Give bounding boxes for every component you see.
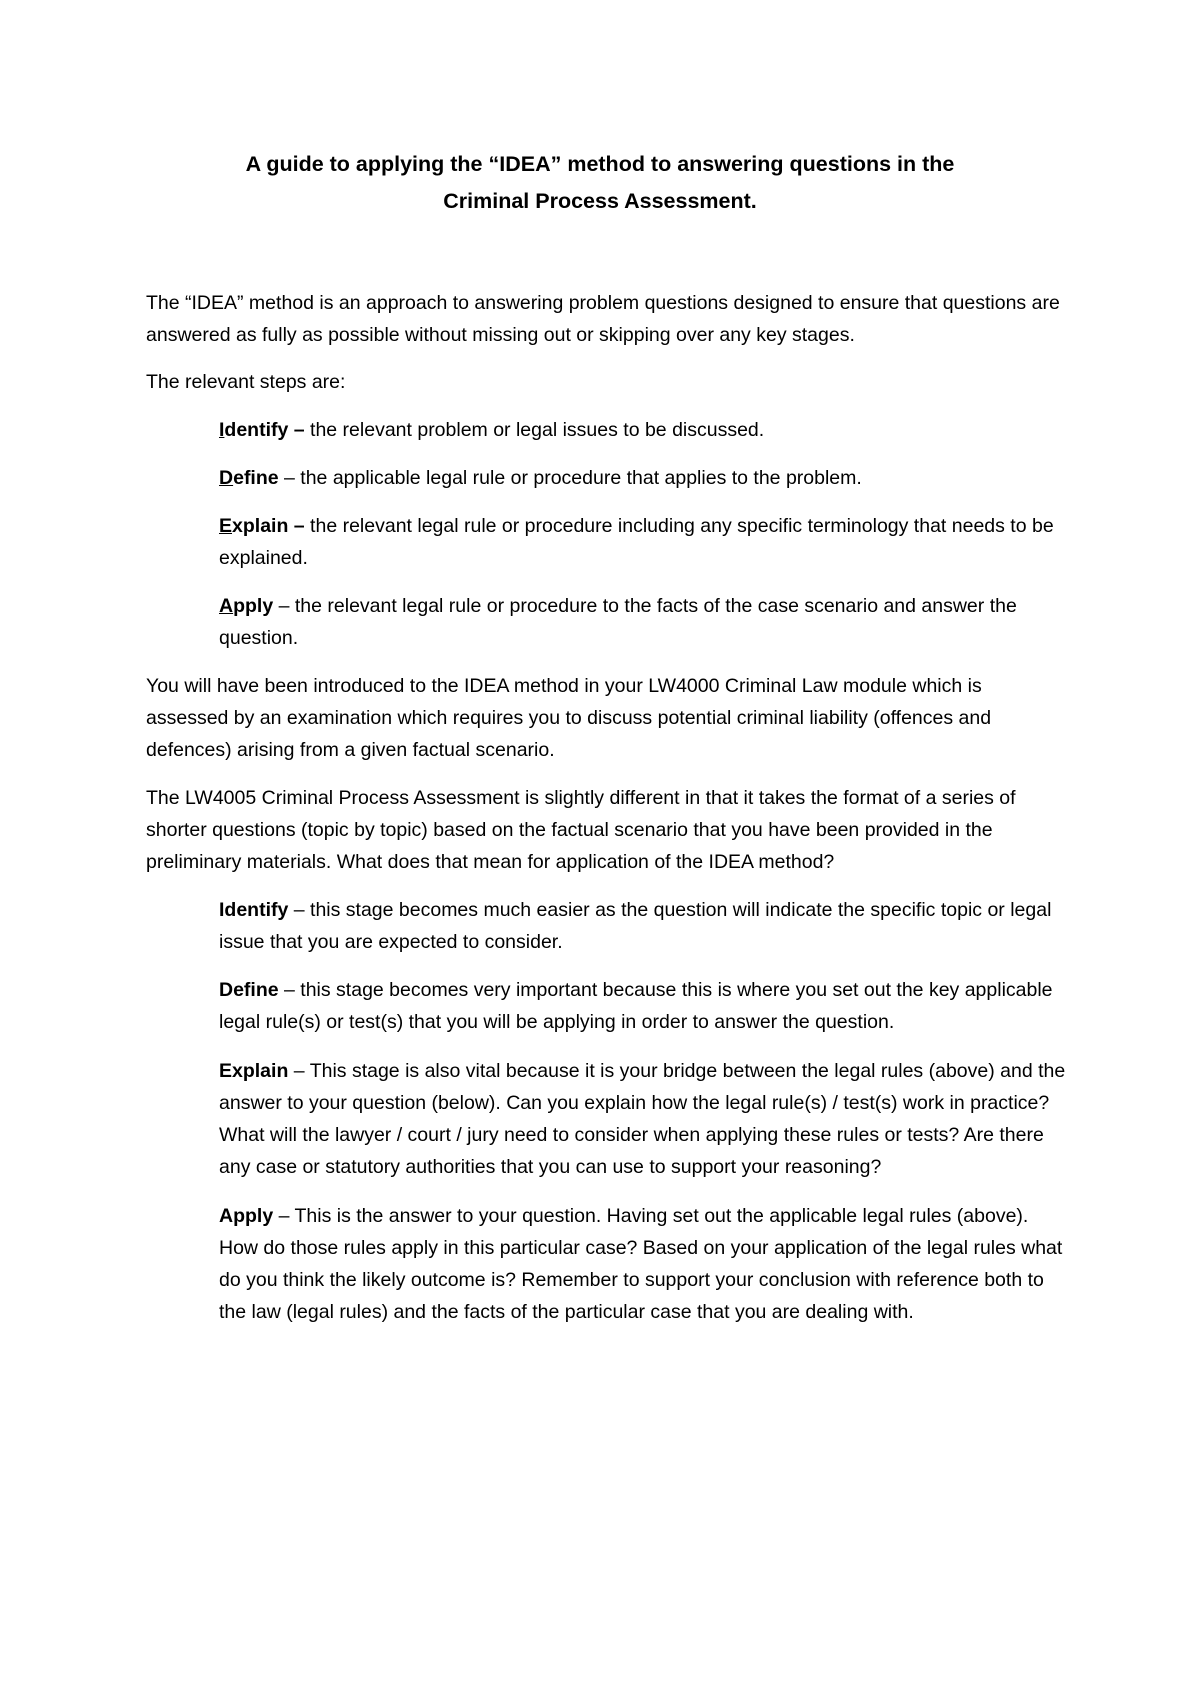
step-term: Define xyxy=(219,467,279,489)
title-line-1: A guide to applying the “IDEA” method to answering questions in the xyxy=(245,152,955,176)
application-text: – this stage becomes very important because this is where you set out the key applicable legal rule(s) or test(s) that you will be applying in order to answer the question. xyxy=(219,979,1053,1033)
document-body xyxy=(146,287,1066,1344)
application-term: Define xyxy=(219,979,279,1001)
step-text: the relevant legal rule or procedure including any specific terminology that needs to be explained. xyxy=(219,515,1054,569)
application-apply xyxy=(219,1200,1066,1328)
step-identify xyxy=(219,414,1066,446)
module-paragraph: You will have been introduced to the IDEA method in your LW4000 Criminal Law module which is assessed by an examination which requires you to discuss potential criminal liability (offences and defences) arising from a given factual scenario. xyxy=(146,675,992,761)
application-list xyxy=(146,894,1066,1328)
assessment-paragraph: The LW4005 Criminal Process Assessment is slightly different in that it takes the format of a series of shorter questions (topic by topic) based on the factual scenario that you have been provided in the preliminary materials. What does that mean for application of the IDEA method? xyxy=(146,787,1016,873)
step-define xyxy=(219,462,1066,494)
application-text: – This stage is also vital because it is your bridge between the legal rules (above) and the answer to your question (below). Can you explain how the legal rule(s) / test(s) work in practice? What will the lawyer / court / jury need to consider when applying these rules or tests? Are there any case or statutory authorities that you can use to support your reasoning? xyxy=(219,1060,1066,1178)
application-term: Apply xyxy=(219,1205,274,1227)
step-term: Explain – xyxy=(219,515,305,537)
step-text: – the applicable legal rule or procedure that applies to the problem. xyxy=(278,467,862,489)
application-term: Identify xyxy=(219,899,289,921)
document-title xyxy=(130,146,1070,220)
step-explain xyxy=(219,510,1066,574)
steps-heading: The relevant steps are: xyxy=(146,371,346,393)
application-define xyxy=(219,974,1066,1038)
application-explain xyxy=(219,1055,1066,1183)
application-text: – this stage becomes much easier as the question will indicate the specific topic or legal issue that you are expected to consider. xyxy=(219,899,1052,953)
step-text: – the relevant legal rule or procedure to the facts of the case scenario and answer the question. xyxy=(219,595,1017,649)
intro-paragraph: The “IDEA” method is an approach to answering problem questions designed to ensure that questions are answered as fully as possible without missing out or skipping over any key stages. xyxy=(146,292,1060,346)
steps-list xyxy=(146,414,1066,654)
step-text: the relevant problem or legal issues to be discussed. xyxy=(304,419,765,441)
application-term: Explain xyxy=(219,1060,289,1082)
application-identify xyxy=(219,894,1066,958)
step-apply xyxy=(219,590,1066,654)
step-term: Apply xyxy=(219,595,274,617)
step-term: Identify – xyxy=(219,419,305,441)
application-text: – This is the answer to your question. Having set out the applicable legal rules (above). How do those rules apply in this particular case? Based on your application of the legal rules what do you think the likely outcome is? Remember to support your conclusion with reference both to the law (legal rules) and the facts of the particular case that you are dealing with. xyxy=(219,1205,1063,1323)
title-line-2: Criminal Process Assessment. xyxy=(443,189,757,213)
